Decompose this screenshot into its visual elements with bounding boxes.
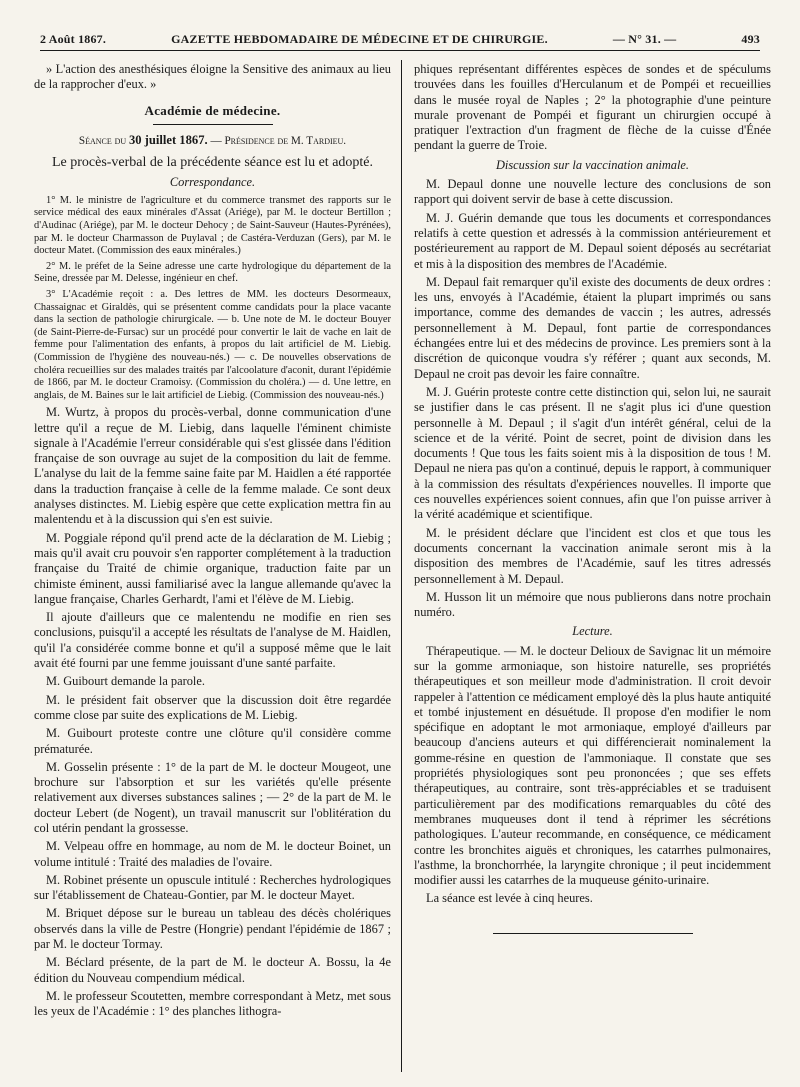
- column-divider: [401, 60, 402, 1072]
- seance-line: [34, 133, 391, 149]
- seance-prefix: Séance du: [78, 134, 127, 147]
- correspondance-title: Correspondance.: [169, 175, 256, 190]
- paragraph-president-2: M. le président déclare que l'incident est clos et que tous les documents concernant la vaccination animale seront mis à la disposition des membres de l'Académie, sauf les titres adressés personnellement à M. Depaul.: [414, 525, 771, 586]
- journal-title: GAZETTE HEBDOMADAIRE DE MÉDECINE ET DE CHIRURGIE.: [171, 31, 548, 46]
- paragraph-velpeau: M. Velpeau offre en hommage, au nom de M. le docteur Boinet, un volume intitulé : Traité des maladies de l'ovaire.: [34, 839, 391, 869]
- paragraph-guerin-2: M. J. Guérin proteste contre cette distinction qui, selon lui, ne saurait se justifier dans le cas présent. Il ne s'agit plus ici d'une question personnelle à M. Depaul ; il s'agit d'un intérêt général, celui de la science et de la vérité. Point de secret, point de division dans les documents ! Que tous les faits soient mis à la disposition de tous ! M. Depaul ne niera pas qu'on a continué, depuis le rapport, à communiquer à la commission des résultats d'expériences nouvelles. Il importe que ces nouvelles expériences soient connues, afin que l'on puisse arriver à la vérité académique et scientifique.: [414, 384, 771, 522]
- discussion-title: Discussion sur la vaccination animale.: [495, 157, 690, 172]
- paragraph-scoutetten: M. le professeur Scoutetten, membre correspondant à Metz, met sous les yeux de l'Académie : 1° des planches lithogra-: [34, 988, 391, 1019]
- proces-verbal: Le procès-verbal de la précédente séance est lu et adopté.: [51, 155, 374, 171]
- paragraph-therapeutique: Thérapeutique. — M. le docteur Delioux de Savignac lit un mémoire sur la gomme armoniaque, son histoire naturelle, ses propriétés thérapeutiques et son meilleur mode d'administration. Il croit devoir rappeler à l'attention ce médicament employé dès la plus haute antiquité et tombé injustement en désuétude. Il propose d'en modifier le nom spécifique en adoptant le mot armoniaque, employé d'ailleurs par beaucoup d'anciens auteurs et qui différencierait nominalement la gomme-résine en question de l'ammoniaque. Il constate que ses propriétés physiologiques sont peu prononcées ; que ses effets thérapeutiques, au contraire, sont très-appréciables et se traduisent particulièrement par des modifications remarquables du côté des membranes muqueuses dont il tend à réprimer les sécrétions pathologiques. L'auteur recommande, en conséquence, ce médicament contre les bronchites aiguës et chroniques, les catarrhes pulmonaires, l'asthme, la bronchorrhée, la laryngite chronique ; il peut incidemment modifier aussi les catarrhes de la muqueuse génito-urinaire.: [414, 643, 771, 888]
- section-rule: [153, 124, 273, 125]
- end-rule: [493, 933, 693, 934]
- opening-quote: » L'action des anesthésiques éloigne la Sensitive des animaux au lieu de la rapprocher d'eux. »: [34, 62, 391, 92]
- right-column: [414, 62, 771, 1072]
- paragraph-poggiale: M. Poggiale répond qu'il prend acte de la déclaration de M. Liebig ; mais qu'il avait cru pouvoir s'en rapporter complétement à la traduction française du Traité de chimie organique, traduction faite par un chimiste éminent, aussi familiarisé avec la langue allemande qu'avec la langue française, Charles Gerhardt, l'ami et l'élève de M. Liebig.: [34, 530, 391, 606]
- paragraph-continuation: phiques représentant différentes espèces de sondes et de spéculums trouvées dans les fouilles d'Herculanum et de Pompéi et recueillies dans le musée royal de Naples ; 2° la photographie d'une peinture murale provenant de Pompéi et figurant un chirurgien occupé à pratiquer l'extraction d'un fragment de flèche de la cuisse d'Énée pendant la guerre de Troie.: [414, 62, 771, 153]
- seance-date: 30 juillet 1867.: [128, 132, 208, 147]
- lecture-title: Lecture.: [572, 624, 613, 639]
- correspondance-item-2: 2° M. le préfet de la Seine adresse une carte hydrologique du département de la Seine, dressée par M. Delesse, ingénieur en chef.: [34, 260, 391, 285]
- left-column: [34, 62, 391, 1072]
- paragraph-guibourt-2: M. Guibourt proteste contre une clôture qu'il considère comme prématurée.: [34, 726, 391, 756]
- paragraph-husson: M. Husson lit un mémoire que nous publierons dans notre prochain numéro.: [414, 589, 771, 620]
- paragraph-gosselin: M. Gosselin présente : 1° de la part de M. le docteur Mougeot, une brochure sur l'absorption et sur les variétés qu'elle présente relativement aux diverses substances salines ; — 2° de la part de M. le docteur Lebert (de Nogent), un travail manuscrit sur l'oblitération du col utérin pendant la grossesse.: [34, 759, 391, 835]
- paragraph-wurtz: M. Wurtz, à propos du procès-verbal, donne communication d'une lettre qu'il a reçue de M. Liebig, dans laquelle l'éminent chimiste signale à l'Académie l'erreur considérable qui s'est glissée dans l'édition française de son ouvrage au sujet de la composition du lait de femme. L'analyse du lait de la femme saine faite par M. Haidlen a été rapportée dans la traduction française à celle de la femme malade. Ce sont deux analyses distinctes. M. Liebig espère que cette explication mettra fin au malentendu et à la discussion qui s'en est suivie.: [34, 405, 391, 527]
- correspondance-item-1: 1° M. le ministre de l'agriculture et du commerce transmet des rapports sur le service médical des eaux minérales d'Assat (Ariége), par M. le docteur Bertillon ; d'Audinac (Ariége), par M. le docteur Dehocy ; de Saint-Sauveur (Hautes-Pyrénées), par M. le docteur Charmasson de Puylaval ; de Castéra-Verduzan (Gers), par M. le docteur Matet. (Commission des eaux minérales.): [34, 194, 391, 257]
- paragraph-robinet: M. Robinet présente un opuscule intitulé : Recherches hydrologiques sur l'établissement de Chateau-Gontier, par M. le docteur Mayet.: [34, 872, 391, 903]
- paragraph-guerin-1: M. J. Guérin demande que tous les documents et correspondances relatifs à cette question et adressés à la commission antérieurement et postérieurement au rapport de M. Depaul soient déposés au secrétariat et mis à la disposition des membres de l'Académie.: [414, 210, 771, 271]
- paragraph-guibourt-1: M. Guibourt demande la parole.: [46, 674, 205, 689]
- paragraph-president-1: M. le président fait observer que la discussion doit être regardée comme close par suite des explications de M. Liebig.: [34, 692, 391, 722]
- paragraph-briquet: M. Briquet dépose sur le bureau un tableau des décès cholériques observés dans la ville de Pestre (Hongrie) pendant l'épidémie de 1867 ; par M. le docteur Tormay.: [34, 906, 391, 952]
- paragraph-closing: La séance est levée à cinq heures.: [426, 891, 593, 906]
- correspondance-item-3: 3° L'Académie reçoit : a. Des lettres de MM. les docteurs Desormeaux, Chassaignac et Giraldès, qui se présentent comme candidats pour la place vacante dans la section de pathologie chirurgicale. — b. Une note de M. le docteur Bouyer (de Saint-Pierre-de-Fursac) sur un procédé pour convertir le lait de vache en lait de femme pour l'alimentation des enfants, à propos du lait artificiel de M. Liebig. (Commission de l'hygiène des nouveau-nés.) — c. De nouvelles observations de choléra recueillies sur des malades traités par l'alcoolature d'aconit, durant l'épidémie de 1866, par M. le docteur Cramoisy. (Commission du choléra.) — d. Une lettre, en anglais, de M. Baines sur le lait artificiel de Liebig. (Commission des nouveau-nés.): [34, 288, 391, 401]
- issue-date: 2 Août 1867.: [40, 31, 107, 46]
- paragraph-depaul-1: M. Depaul donne une nouvelle lecture des conclusions de son rapport qui doivent servir de base à cette discussion.: [414, 177, 771, 207]
- section-title: Académie de médecine.: [144, 102, 281, 118]
- seance-presidence: — Présidence de M. Tardieu.: [210, 134, 347, 147]
- running-header: [40, 28, 760, 51]
- issue-number: — N° 31. —: [612, 31, 677, 46]
- page-number: 493: [741, 31, 760, 46]
- paragraph-ajoute: Il ajoute d'ailleurs que ce malentendu ne modifie en rien ses conclusions, puisqu'il a accepté les résultats de l'analyse de M. Haidlen, qu'il l'a considérée comme bonne et qu'il a supposé même que le lait avait été fourni par une femme jouissant d'une santé parfaite.: [34, 610, 391, 671]
- paragraph-depaul-2: M. Depaul fait remarquer qu'il existe des documents de deux ordres : les uns, envoyés à l'Académie, étaient la plupart imprimés ou sans importance, comme des demandes de vaccin ; les autres, adressés personnellement à M. Depaul, font partie de correspondances échangées entre lui et des médecins de province. Les premiers sont à la discrétion de quiconque voudra s'y référer ; quant aux seconds, M. Depaul ne croit pas devoir les faire connaître.: [414, 274, 771, 381]
- paragraph-beclard: M. Béclard présente, de la part de M. le docteur A. Bossu, la 4e édition du Nouveau compendium médical.: [34, 955, 391, 985]
